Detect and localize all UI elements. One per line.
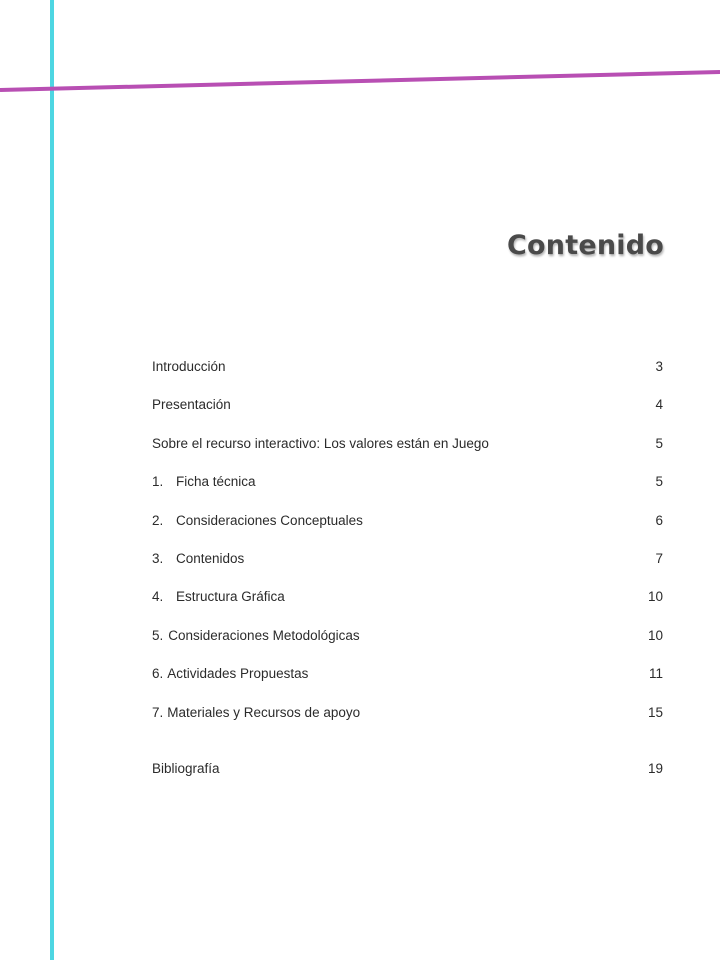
toc-entry-number: 6. xyxy=(152,666,164,682)
page-title: Contenido xyxy=(507,230,664,261)
toc-entry-introduccion[interactable] xyxy=(152,357,663,395)
toc-page-number: 4 xyxy=(655,397,663,413)
toc-entry-number: 4. xyxy=(152,589,164,605)
toc-entry-number: 1. xyxy=(152,474,164,490)
toc-entry-label: Materiales y Recursos de apoyo xyxy=(167,704,361,720)
toc-entry-number: 7. xyxy=(152,704,164,720)
toc-page-number: 7 xyxy=(655,550,663,566)
toc-entry-materiales-recursos[interactable] xyxy=(152,703,663,741)
toc-entry-label: Actividades Propuestas xyxy=(167,666,309,682)
toc-entry-label: Contenidos xyxy=(176,550,245,566)
toc-entry-presentacion[interactable] xyxy=(152,395,663,433)
toc-entry-label: Consideraciones Metodológicas xyxy=(168,627,360,643)
toc-entry-ficha-tecnica[interactable] xyxy=(152,472,663,510)
toc-page-number: 6 xyxy=(655,512,663,528)
toc-entry-label: Introducción xyxy=(152,359,226,374)
toc-entry-number: 5. xyxy=(152,627,164,643)
toc-entry-label: Ficha técnica xyxy=(176,474,256,490)
toc-entry-actividades-propuestas[interactable] xyxy=(152,664,663,702)
toc-page-number: 10 xyxy=(647,589,663,605)
toc-page-number: 19 xyxy=(647,760,663,776)
toc-entry-consideraciones-metodologicas[interactable] xyxy=(152,626,663,664)
toc-entry-estructura-grafica[interactable] xyxy=(152,587,663,625)
toc-entry-consideraciones-conceptuales[interactable] xyxy=(152,511,663,549)
table-of-contents xyxy=(152,357,663,797)
toc-page-number: 5 xyxy=(655,435,663,451)
horizontal-magenta-line xyxy=(0,72,720,90)
toc-page-number: 10 xyxy=(647,627,663,643)
toc-entry-sobre-el-recurso[interactable] xyxy=(152,434,663,472)
toc-page-number: 3 xyxy=(655,359,663,374)
toc-entry-contenidos[interactable] xyxy=(152,549,663,587)
toc-entry-label: Presentación xyxy=(152,397,231,413)
toc-entry-number: 2. xyxy=(152,512,164,528)
toc-page-number: 11 xyxy=(648,666,663,682)
toc-entry-label: Bibliografía xyxy=(152,760,220,776)
toc-entry-label: Sobre el recurso interactivo: Los valores están en Juego xyxy=(152,435,489,451)
toc-entry-label: Estructura Gráfica xyxy=(176,589,285,605)
toc-entry-bibliografia[interactable] xyxy=(152,759,663,797)
toc-page-number: 5 xyxy=(655,474,663,490)
toc-page-number: 15 xyxy=(647,704,663,720)
toc-entry-number: 3. xyxy=(152,550,164,566)
toc-entry-label: Consideraciones Conceptuales xyxy=(176,512,363,528)
